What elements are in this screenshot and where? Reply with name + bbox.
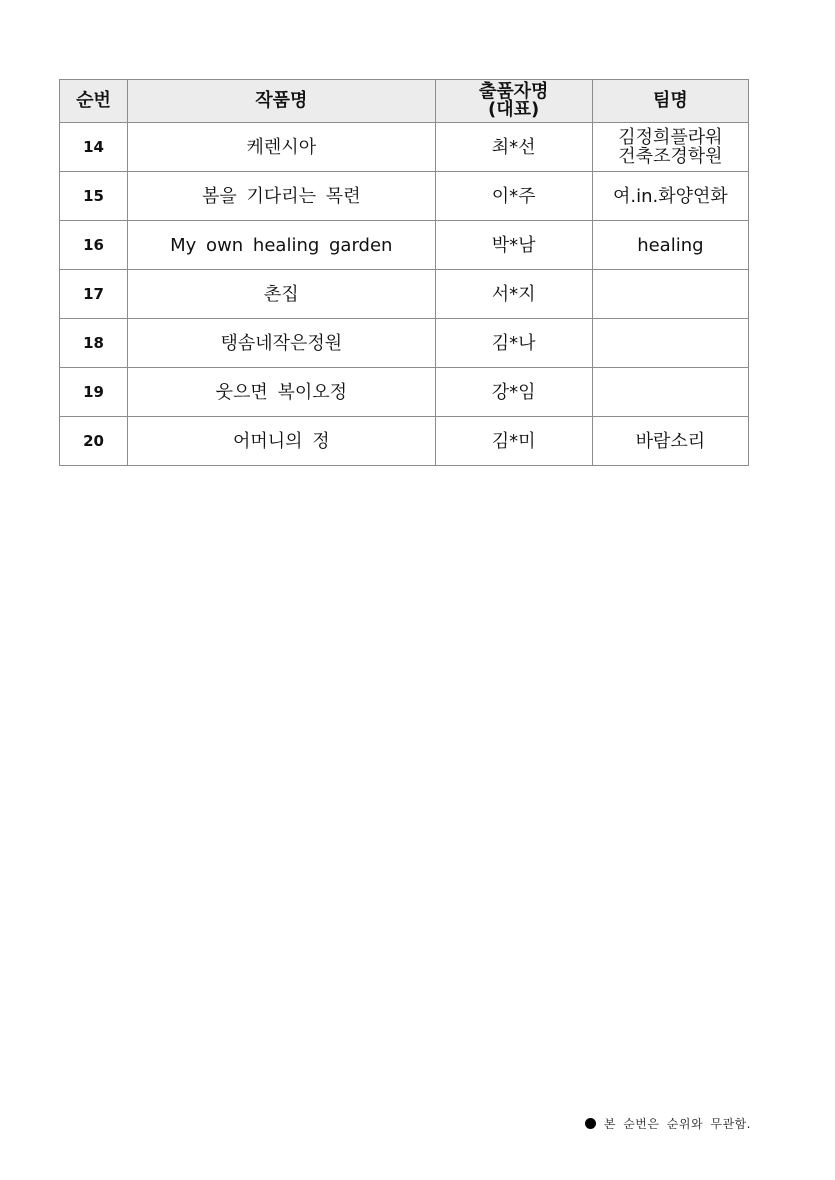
header-work-title: 작품명 <box>128 80 435 123</box>
row-team: 바람소리 <box>592 417 748 466</box>
row-team <box>592 123 748 172</box>
row-author: 서*지 <box>435 270 592 319</box>
row-work-title: 웃으면 복이오정 <box>128 368 435 417</box>
row-work-title: 봄을 기다리는 목련 <box>128 172 435 221</box>
header-author-line1: 출품자명 <box>478 81 549 102</box>
row-work-title: 촌집 <box>128 270 435 319</box>
row-author: 강*임 <box>435 368 592 417</box>
row-author: 이*주 <box>435 172 592 221</box>
row-work-title: 어머니의 정 <box>128 417 435 466</box>
table-row <box>60 417 749 466</box>
row-team: 여.in.화양연화 <box>592 172 748 221</box>
row-team <box>592 270 748 319</box>
row-num: 19 <box>60 368 128 417</box>
row-num: 16 <box>60 221 128 270</box>
row-author: 최*선 <box>435 123 592 172</box>
header-team: 팀명 <box>592 80 748 123</box>
row-work-title: My own healing garden <box>128 221 435 270</box>
row-num: 15 <box>60 172 128 221</box>
footnote <box>585 1115 751 1132</box>
row-num: 14 <box>60 123 128 172</box>
row-work-title: 탱솜네작은정원 <box>128 319 435 368</box>
header-author-line2: (대표) <box>488 99 540 120</box>
row-num: 18 <box>60 319 128 368</box>
row-work-title: 케렌시아 <box>128 123 435 172</box>
table-row <box>60 319 749 368</box>
table-row <box>60 221 749 270</box>
row-team-line2: 건축조경학원 <box>618 146 723 167</box>
row-author: 김*나 <box>435 319 592 368</box>
table-row <box>60 270 749 319</box>
row-author: 김*미 <box>435 417 592 466</box>
row-team <box>592 368 748 417</box>
footnote-text: 본 순번은 순위와 무관함. <box>603 1117 751 1131</box>
row-team: healing <box>592 221 748 270</box>
row-team-line1: 김정희플라워 <box>618 127 723 148</box>
table-row <box>60 172 749 221</box>
row-team <box>592 319 748 368</box>
bullet-icon <box>585 1118 596 1129</box>
table-row <box>60 123 749 172</box>
row-author: 박*남 <box>435 221 592 270</box>
header-author <box>435 80 592 123</box>
header-num: 순번 <box>60 80 128 123</box>
table-header-row <box>60 80 749 123</box>
row-num: 17 <box>60 270 128 319</box>
table-row <box>60 368 749 417</box>
entries-table <box>59 79 749 466</box>
row-num: 20 <box>60 417 128 466</box>
